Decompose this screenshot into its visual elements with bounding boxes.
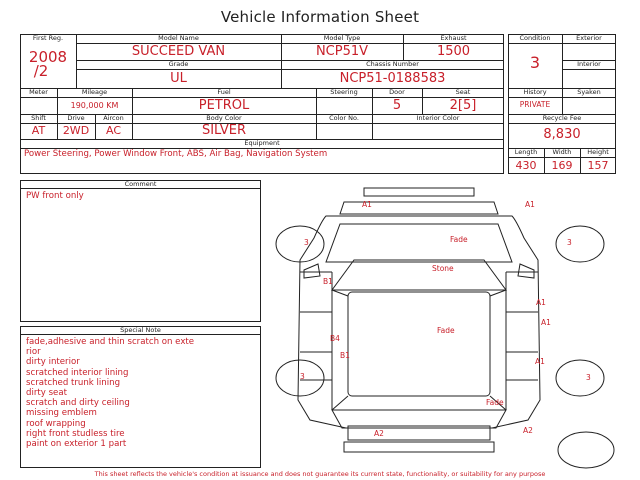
model-name-label: Model Name [158, 34, 199, 42]
left-mirror-shape [304, 264, 320, 278]
comment-box [20, 180, 261, 322]
car-damage-diagram [262, 180, 618, 470]
special-note-line: scratched interior lining [26, 367, 129, 378]
condition-label: Condition [519, 34, 551, 42]
damage-mark: A1 [362, 200, 372, 209]
length-value: 430 [515, 159, 537, 172]
door-label: Door [389, 88, 405, 96]
damage-mark: Stone [432, 264, 454, 273]
spare-tire-shape [558, 432, 614, 468]
front-bumper-shape [364, 188, 474, 196]
steering-label: Steering [330, 88, 358, 96]
body-color-label: Body Color [206, 114, 242, 122]
damage-mark: Fade [486, 398, 504, 407]
grade-label: Grade [168, 60, 189, 68]
grade-value: UL [170, 71, 187, 86]
mileage-label: Mileage [81, 88, 108, 96]
seat-value: 2[5] [449, 98, 477, 113]
history-value: PRIVATE [519, 100, 551, 109]
tire-front-left-shape [276, 226, 324, 262]
special-note-line: right front studless tire [26, 428, 125, 439]
drive-label: Drive [67, 114, 85, 122]
special-note-line: paint on exterior 1 part [26, 439, 127, 450]
height-label: Height [587, 148, 609, 156]
damage-mark: 3 [304, 238, 309, 247]
rear-panel-shape [332, 410, 506, 428]
model-name-value: SUCCEED VAN [131, 44, 226, 59]
chassis-value: NCP51-0188583 [339, 71, 446, 86]
damage-mark: A1 [541, 318, 551, 327]
special-note-list [26, 337, 194, 449]
aircon-value: AC [105, 124, 121, 137]
comment-label: Comment [124, 180, 157, 188]
special-note-line: missing emblem [26, 408, 97, 419]
damage-mark: Fade [450, 235, 468, 244]
tire-front-right-shape [556, 226, 604, 262]
damage-mark: A2 [374, 429, 384, 438]
drive-value: 2WD [62, 124, 90, 137]
recycle-fee-value: 8,830 [543, 127, 581, 142]
first-reg-year: 2008 [28, 48, 68, 66]
equipment-label: Equipment [244, 139, 280, 147]
model-type-label: Model Type [323, 34, 361, 42]
fuel-value: PETROL [198, 98, 250, 113]
meter-label: Meter [29, 88, 48, 96]
exhaust-label: Exhaust [440, 34, 467, 42]
interior-color-label: Interior Color [416, 114, 460, 122]
shift-label: Shift [31, 114, 46, 122]
aircon-label: Aircon [103, 114, 124, 122]
special-note-line: scratch and dirty ceiling [26, 398, 130, 409]
interior-label: Interior [577, 60, 601, 68]
damage-mark: A1 [535, 357, 545, 366]
mileage-value: 190,000 KM [70, 101, 119, 110]
special-note-line: dirty seat [26, 388, 67, 399]
rear-bumper-shape [344, 442, 494, 452]
damage-mark: Fade [437, 326, 455, 335]
damage-mark: B1 [340, 351, 350, 360]
exhaust-value: 1500 [436, 44, 471, 59]
seat-label: Seat [455, 88, 471, 96]
comment-text: PW front only [26, 191, 84, 201]
windshield-shape [332, 260, 506, 290]
special-note-line: fade,adhesive and thin scratch on exte [26, 337, 195, 347]
special-note-line: rior [26, 347, 41, 358]
shift-value: AT [31, 124, 46, 137]
damage-mark: 3 [300, 372, 305, 381]
right-mirror-shape [518, 264, 534, 278]
footer-disclaimer: This sheet reflects the vehicle's condition at issuance and does not guarantee its current state, functionality, or suitability for any purpose [94, 470, 546, 478]
damage-mark: A1 [525, 200, 535, 209]
hood-shape [326, 224, 512, 262]
exterior-label: Exterior [576, 34, 602, 42]
color-no-label: Color No. [329, 114, 359, 122]
damage-mark: B4 [330, 334, 340, 343]
roof-shape [348, 292, 490, 396]
height-value: 157 [587, 159, 609, 172]
recycle-fee-label: Recycle Fee [542, 114, 582, 122]
damage-mark: 3 [567, 238, 572, 247]
model-type-value: NCP51V [315, 44, 369, 59]
length-label: Length [514, 148, 538, 156]
condition-value: 3 [529, 53, 541, 72]
damage-mark: A2 [523, 426, 533, 435]
page-title: Vehicle Information Sheet [220, 8, 420, 26]
first-reg-month: /2 [33, 62, 49, 80]
tire-rear-right-shape [556, 360, 604, 396]
equipment-value: Power Steering, Power Window Front, ABS, Air Bag, Navigation System [24, 149, 328, 159]
syaken-label: Syaken [577, 88, 601, 96]
first-reg-label: First Reg. [32, 34, 64, 42]
special-note-line: dirty interior [26, 357, 80, 368]
history-label: History [523, 88, 547, 96]
damage-mark: 3 [586, 373, 591, 382]
special-note-line: scratched trunk lining [26, 377, 121, 388]
chassis-label: Chassis Number [366, 60, 419, 68]
special-note-label: Special Note [120, 326, 161, 334]
width-value: 169 [551, 159, 573, 172]
width-label: Width [552, 148, 572, 156]
damage-mark: B1 [323, 277, 333, 286]
special-note-line: roof wrapping [26, 418, 86, 429]
fuel-label: Fuel [217, 88, 231, 96]
door-value: 5 [392, 98, 402, 113]
body-color-value: SILVER [201, 123, 247, 138]
damage-mark: A1 [536, 298, 546, 307]
